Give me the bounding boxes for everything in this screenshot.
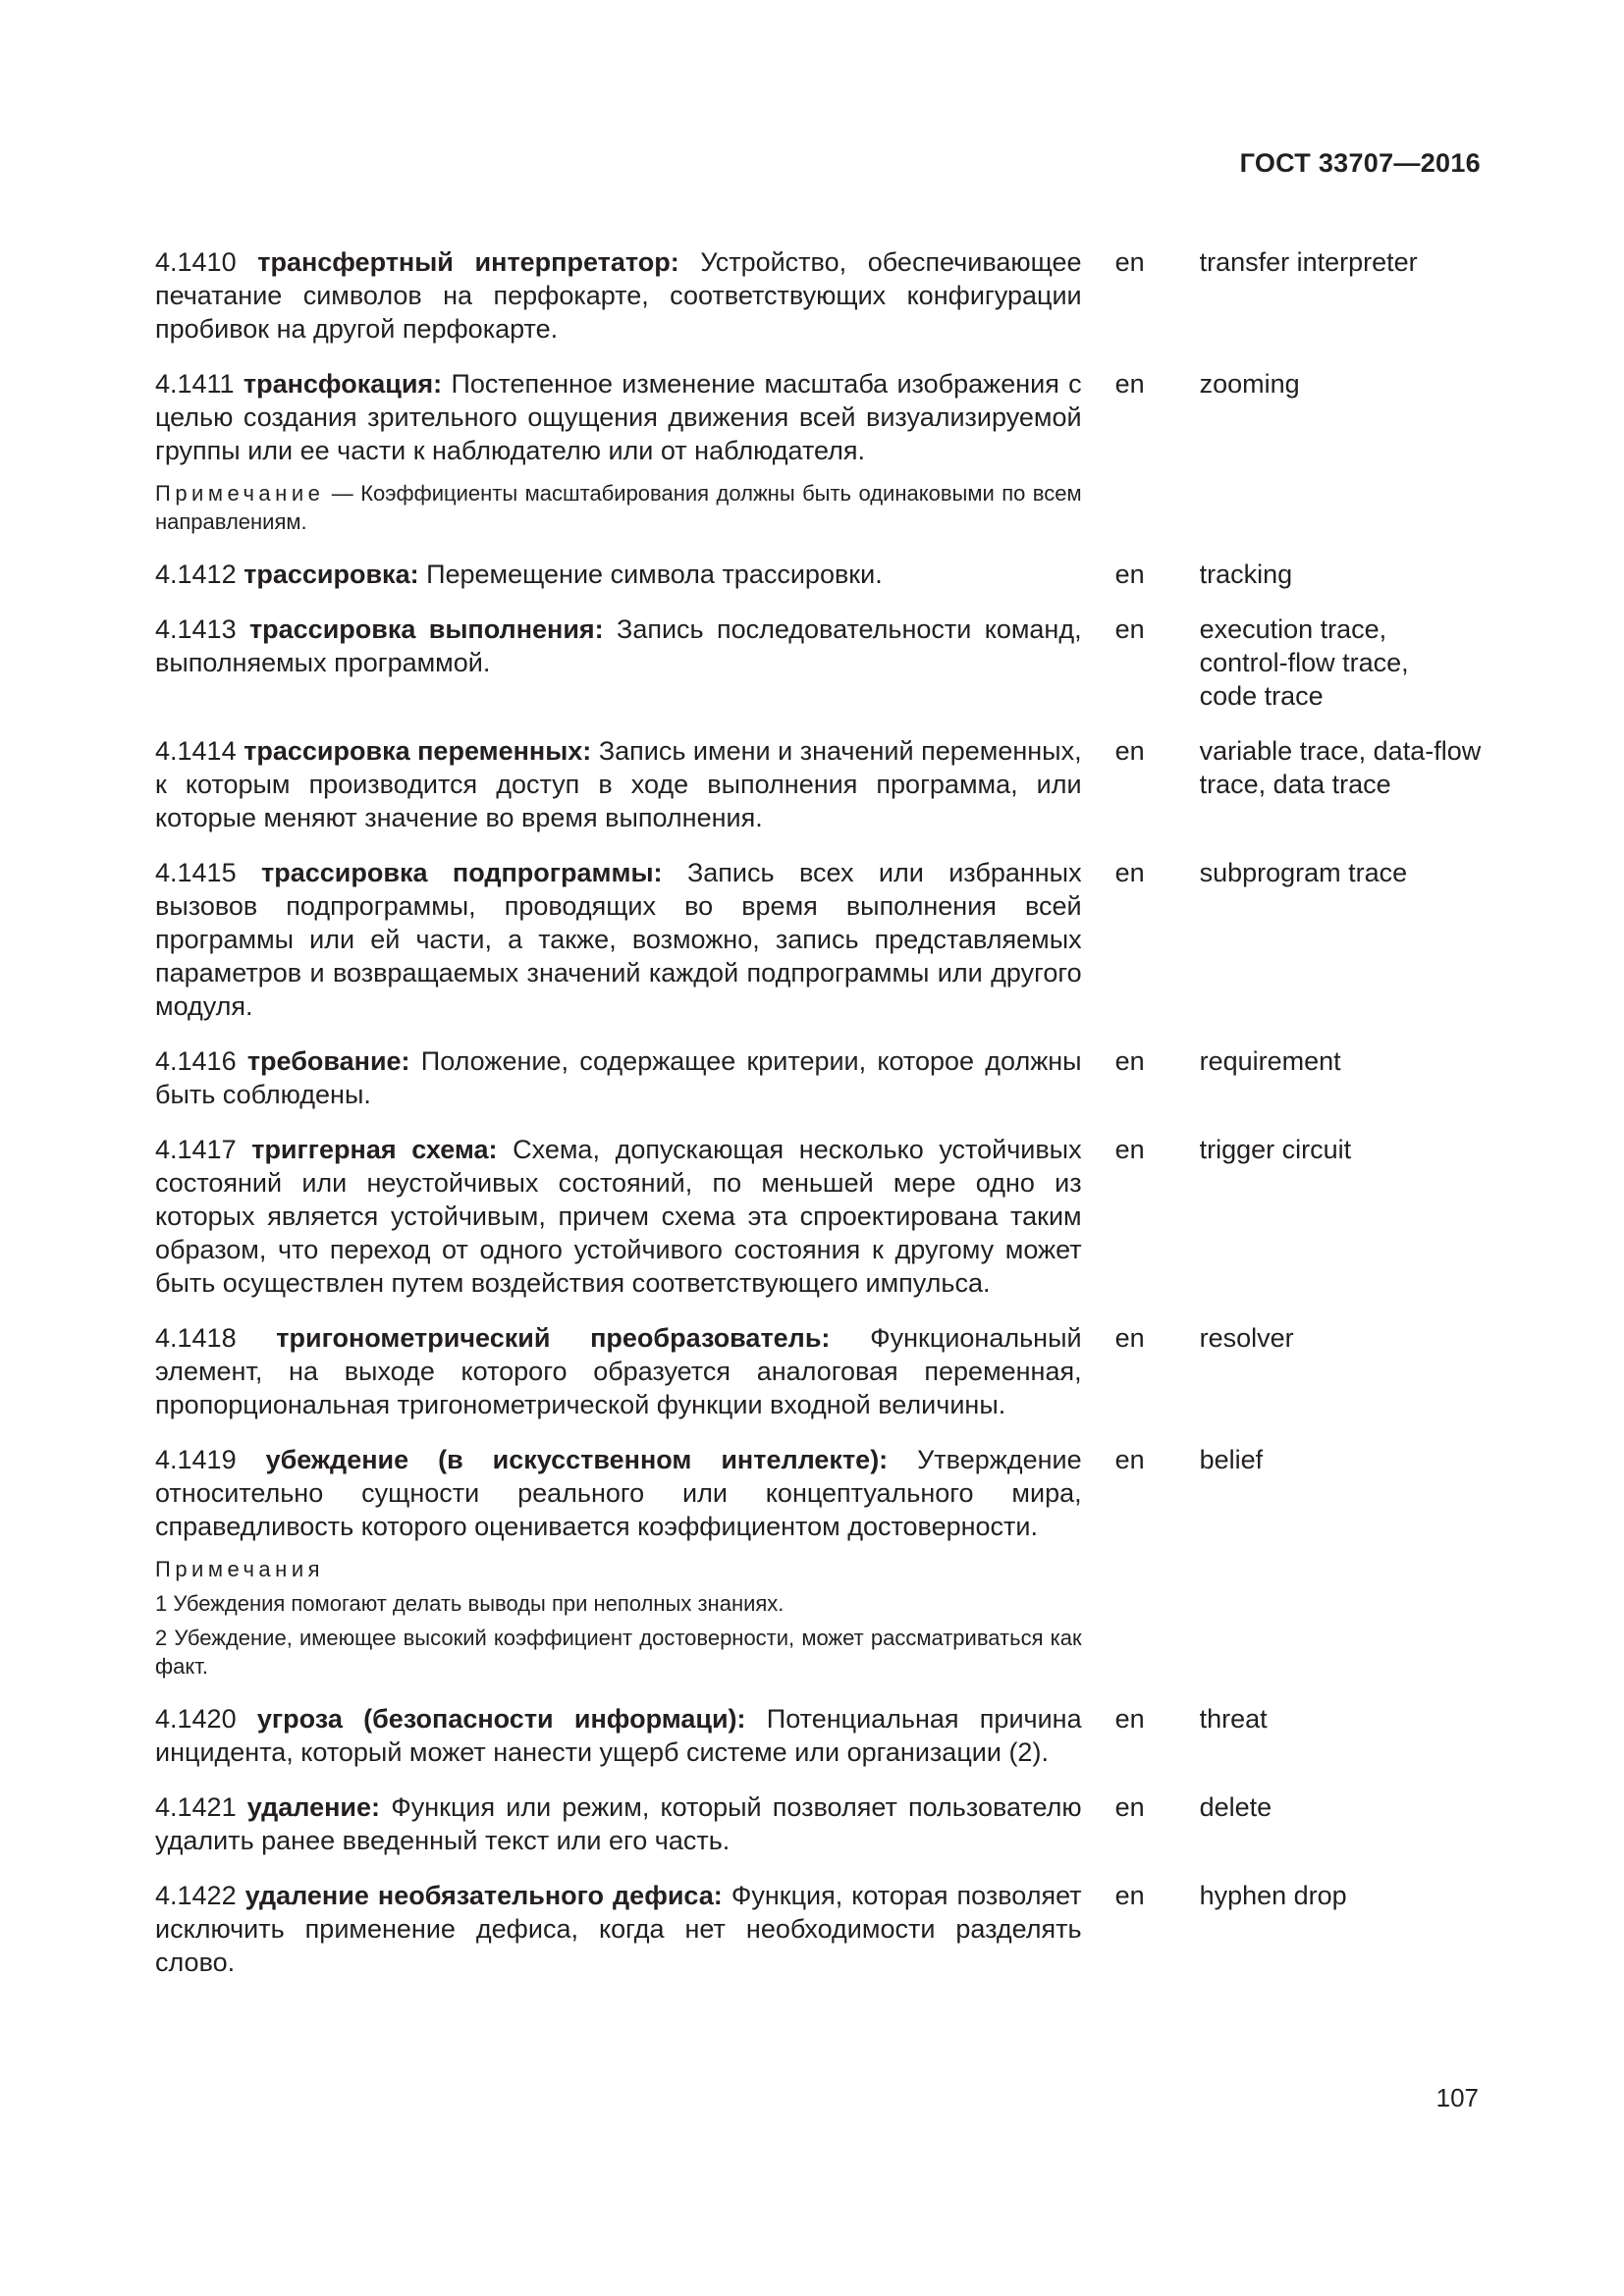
language-code: en	[1114, 369, 1145, 399]
english-equivalent	[1200, 613, 1490, 713]
term-number: 4.1415	[155, 858, 237, 887]
english-equivalent: hyphen drop	[1199, 1881, 1347, 1910]
term-entry-4-1420	[155, 1702, 1490, 1769]
english-equivalent: trigger circuit	[1199, 1135, 1352, 1164]
language-code: en	[1114, 1046, 1145, 1076]
entry-text	[155, 1879, 1082, 1979]
term-entry-4-1412	[155, 558, 1490, 591]
definition	[155, 1702, 1082, 1769]
term-name: трассировка:	[244, 560, 419, 589]
english-line: execution trace,	[1199, 614, 1387, 644]
language-code: en	[1114, 614, 1145, 644]
term-name: удаление необязательного дефиса:	[244, 1881, 723, 1910]
term-number: 4.1416	[155, 1046, 237, 1076]
definition-text: Функциональный элемент, на выходе которого образуется аналоговая переменная, пропорциональная тригонометрической функции входной величины.	[155, 1323, 1082, 1419]
term-name: трансфокация:	[243, 369, 443, 399]
term-number: 4.1411	[155, 369, 235, 399]
language-code: en	[1114, 247, 1145, 277]
entry-text	[155, 245, 1082, 346]
language-code: en	[1114, 1135, 1145, 1164]
entry-text	[155, 558, 1082, 591]
definition-text: Функция, которая позволяет исключить применение дефиса, когда нет необходимости разделять слово.	[155, 1881, 1082, 1977]
note	[155, 479, 1082, 536]
definition	[155, 558, 1082, 591]
note-label: Примечание	[155, 481, 325, 506]
english-equivalent	[1200, 734, 1490, 834]
term-name: трансфертный интерпретатор:	[257, 247, 679, 277]
term-number: 4.1421	[155, 1792, 237, 1822]
definition	[155, 1879, 1082, 1979]
definition-text: Запись имени и значений переменных, к которым производится доступ в ходе выполнения программа, или которые меняют значение во время выполнения.	[155, 736, 1082, 832]
entry-text	[155, 1702, 1082, 1769]
definition	[155, 734, 1082, 834]
entry-text	[155, 1443, 1082, 1681]
language-code: en	[1114, 1792, 1145, 1822]
definition	[155, 1790, 1082, 1857]
language-code: en	[1114, 858, 1145, 887]
term-number: 4.1413	[155, 614, 237, 644]
entry-text	[155, 1133, 1082, 1300]
term-entry-4-1414	[155, 734, 1490, 834]
english-line: trace, data trace	[1199, 770, 1391, 799]
entry-text	[155, 367, 1082, 536]
term-number: 4.1418	[155, 1323, 237, 1353]
definition	[155, 1044, 1082, 1111]
term-number: 4.1419	[155, 1445, 237, 1474]
english-equivalent: resolver	[1199, 1323, 1294, 1353]
term-entry-4-1410	[155, 245, 1490, 346]
definition-text: Утверждение относительно сущности реального или концептуального мира, справедливость которого оценивается коэффициентом достоверности.	[155, 1445, 1082, 1541]
term-number: 4.1417	[155, 1135, 237, 1164]
note-text: — Коэффициенты масштабирования должны быть одинаковыми по всем направлениям.	[155, 481, 1082, 534]
term-entry-4-1419	[155, 1443, 1490, 1681]
term-number: 4.1422	[155, 1881, 237, 1910]
term-name: трассировка переменных:	[244, 736, 592, 766]
language-code: en	[1114, 736, 1145, 766]
english-equivalent: transfer interpreter	[1199, 247, 1418, 277]
english-equivalent: delete	[1199, 1792, 1272, 1822]
term-name: требование:	[246, 1046, 410, 1076]
term-entry-4-1418	[155, 1321, 1490, 1421]
term-number: 4.1420	[155, 1704, 237, 1734]
definition-text: Функция или режим, который позволяет пользователю удалить ранее введенный текст или его часть.	[155, 1792, 1082, 1855]
language-code: en	[1114, 1704, 1145, 1734]
english-equivalent: subprogram trace	[1199, 858, 1408, 887]
term-entry-4-1416	[155, 1044, 1490, 1111]
term-number: 4.1412	[155, 560, 237, 589]
definition-text: Устройство, обеспечивающее печатание символов на перфокарте, соответствующих конфигурации пробивок на другой перфокарте.	[155, 247, 1082, 344]
definition-text: Положение, содержащее критерии, которое должны быть соблюдены.	[155, 1046, 1082, 1109]
language-code: en	[1114, 560, 1145, 589]
term-entry-4-1417	[155, 1133, 1490, 1300]
english-line: variable trace, data-flow	[1199, 736, 1482, 766]
english-equivalent: requirement	[1199, 1046, 1341, 1076]
entry-text	[155, 1321, 1082, 1421]
entry-text	[155, 856, 1082, 1023]
definition-text: Схема, допускающая несколько устойчивых состояний или неустойчивых состояний, по меньшей мере одно из которых является устойчивым, причем схема эта спроектирована таким образом, что переход от одного устойчивого состояния к другому может быть осуществлен путем воздействия соответствующего импульса.	[155, 1135, 1082, 1298]
term-number: 4.1414	[155, 736, 237, 766]
entry-text	[155, 613, 1082, 713]
language-code: en	[1114, 1445, 1145, 1474]
note-item: 1 Убеждения помогают делать выводы при неполных знаниях.	[155, 1591, 785, 1616]
definition	[155, 1133, 1082, 1300]
english-equivalent: threat	[1199, 1704, 1268, 1734]
note-item: 2 Убеждение, имеющее высокий коэффициент достоверности, может рассматриваться как факт.	[155, 1626, 1082, 1679]
notes-heading: Примечания	[155, 1557, 325, 1581]
english-equivalent: tracking	[1199, 560, 1293, 589]
definition-text: Запись всех или избранных вызовов подпрограммы, проводящих во время выполнения всей программы или ей части, а также, возможно, запись представляемых параметров и возвращаемых значений каждой подпрограммы или другого модуля.	[155, 858, 1082, 1021]
definition-text: Потенциальная причина инцидента, который может нанести ущерб системе или организации (2).	[155, 1704, 1082, 1767]
definition-text: Запись последовательности команд, выполняемых программой.	[155, 614, 1082, 677]
term-entry-4-1421	[155, 1790, 1490, 1857]
definition	[155, 856, 1082, 1023]
term-name: трассировка выполнения:	[248, 614, 604, 644]
term-number: 4.1410	[155, 247, 237, 277]
term-name: триггерная схема:	[251, 1135, 498, 1164]
definition	[155, 1443, 1082, 1543]
english-line: code trace	[1199, 681, 1324, 711]
definition-text: Перемещение символа трассировки.	[426, 560, 883, 589]
english-equivalent: zooming	[1199, 369, 1300, 399]
page-number: 107	[1435, 2083, 1479, 2112]
term-name: угроза (безопасности информаци):	[256, 1704, 746, 1734]
entry-text	[155, 734, 1082, 834]
english-equivalent: belief	[1199, 1445, 1264, 1474]
definition	[155, 367, 1082, 467]
term-name: тригонометрический преобразователь:	[276, 1323, 831, 1353]
term-entry-4-1422	[155, 1879, 1490, 1979]
language-code: en	[1114, 1881, 1145, 1910]
term-name: трассировка подпрограммы:	[261, 858, 663, 887]
term-name: убеждение (в искусственном интеллекте):	[265, 1445, 889, 1474]
term-entry-4-1413	[155, 613, 1490, 713]
term-entry-4-1415	[155, 856, 1490, 1023]
language-code: en	[1114, 1323, 1145, 1353]
terms-list	[155, 245, 1490, 2001]
definition-text: Постепенное изменение масштаба изображения с целью создания зрительного ощущения движения всей визуализируемой группы или ее части к наблюдателю или от наблюдателя.	[155, 369, 1082, 465]
english-line: control-flow trace,	[1199, 648, 1409, 677]
entry-text	[155, 1790, 1082, 1857]
entry-text	[155, 1044, 1082, 1111]
definition	[155, 1321, 1082, 1421]
document-code: ГОСТ 33707—2016	[1239, 148, 1481, 178]
term-name: удаление:	[246, 1792, 381, 1822]
definition	[155, 613, 1082, 679]
definition	[155, 245, 1082, 346]
term-entry-4-1411	[155, 367, 1490, 536]
